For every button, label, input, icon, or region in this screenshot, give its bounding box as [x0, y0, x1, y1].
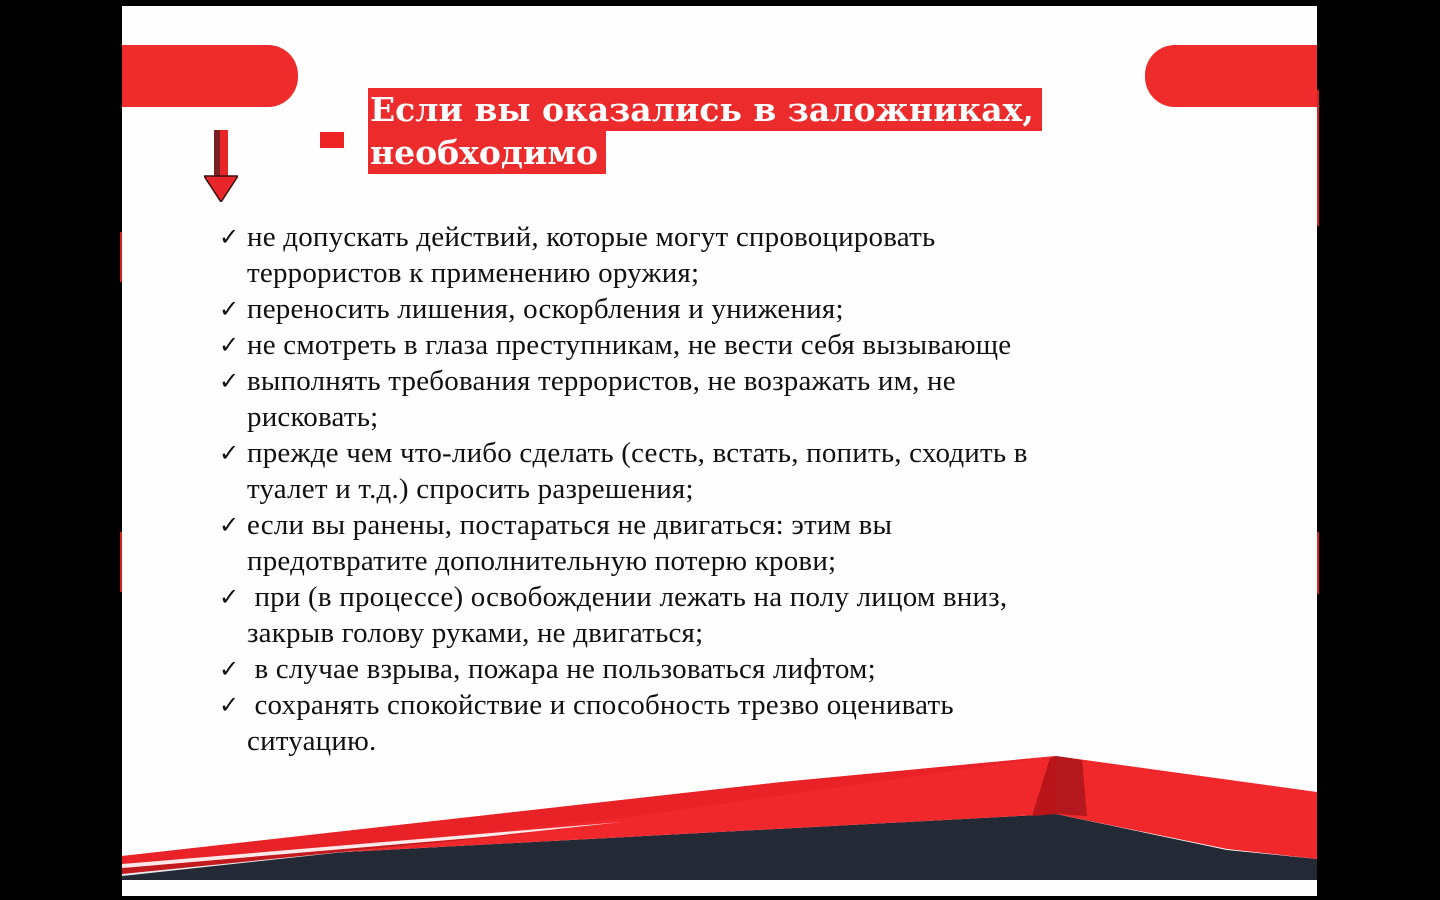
title-line-2: необходимо — [368, 131, 606, 174]
check-icon: ✓ — [219, 583, 240, 611]
check-icon: ✓ — [219, 511, 240, 539]
list-item-text-line: не допускать действий, которые могут спровоцировать — [247, 221, 936, 253]
list-item-text-line: террористов к применению оружия; — [247, 257, 700, 289]
list-item-text-line: рисковать; — [247, 401, 379, 433]
list-item-text-line: туалет и т.д.) спросить разрешения; — [247, 473, 694, 505]
check-icon: ✓ — [219, 367, 240, 395]
list-item-text-line: закрыв голову руками, не двигаться; — [247, 617, 704, 649]
list-item-text-line: при (в процессе) освобождении лежать на полу лицом вниз, — [247, 581, 1008, 613]
check-icon: ✓ — [219, 295, 240, 323]
list-item-text-line: предотвратите дополнительную потерю крови; — [247, 545, 837, 577]
check-icon: ✓ — [219, 691, 240, 719]
list-item-text-line: в случае взрыва, пожара не пользоваться лифтом; — [247, 653, 876, 685]
check-icon: ✓ — [219, 439, 240, 467]
title-line-1: Если вы оказались в заложниках, — [368, 88, 1042, 131]
list-item-text-line: прежде чем что-либо сделать (сесть, встать, попить, сходить в — [247, 437, 1028, 469]
check-icon: ✓ — [219, 223, 240, 251]
bottom-decoration — [122, 6, 1317, 896]
check-icon: ✓ — [219, 655, 240, 683]
list-item-text-line: не смотреть в глаза преступникам, не вести себя вызывающе — [247, 329, 1012, 361]
presentation-slide — [122, 6, 1317, 896]
list-item-text-line: выполнять требования террористов, не возражать им, не — [247, 365, 956, 397]
list-item-text-line: если вы ранены, постараться не двигаться: этим вы — [247, 509, 893, 541]
list-item-text-line: переносить лишения, оскорбления и унижения; — [247, 293, 844, 325]
list-item-text-line: сохранять спокойствие и способность трезво оценивать — [247, 689, 954, 721]
check-icon: ✓ — [219, 331, 240, 359]
list-item-text-line: ситуацию. — [247, 725, 377, 757]
